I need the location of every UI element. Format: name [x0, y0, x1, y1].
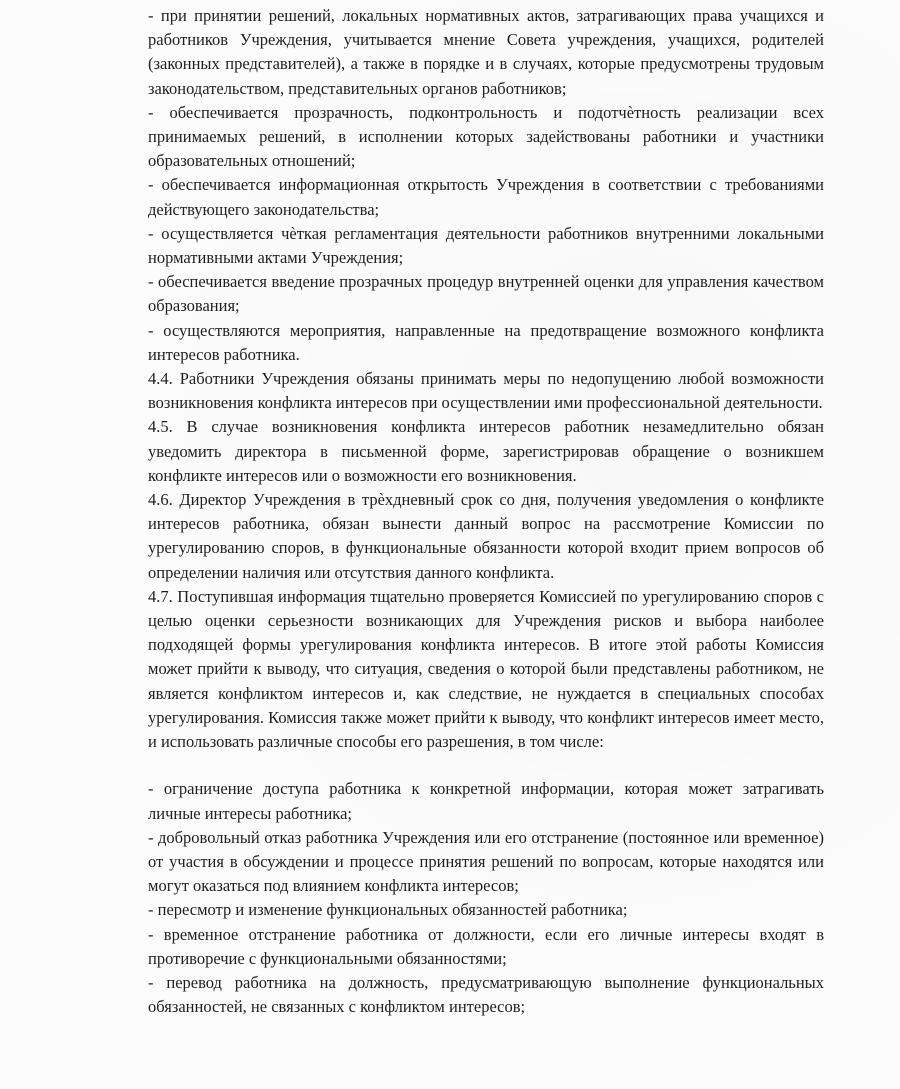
paragraph-prevention-measures: - осуществляются мероприятия, направленные на предотвращение возможного конфликта интересов работника. — [148, 320, 824, 364]
paragraph-voluntary-refusal: - добровольный отказ работника Учреждения или его отстранение (постоянное или временное) от участия в обсуждении и процессе принятия решений по вопросам, которые находятся или могут оказаться под влиянием конфликта интересов; — [148, 827, 824, 896]
paragraph-temporary-removal: - временное отстранение работника от должности, если его личные интересы входят в противоречие с функциональными обязанностями; — [148, 924, 824, 968]
paragraph-information-openness: - обеспечивается информационная открытость Учреждения в соответствии с требованиями действующего законодательства; — [148, 175, 824, 219]
clause-4-5: 4.5. В случае возникновения конфликта интересов работник незамедлительно обязан уведомить директора в письменной форме, зарегистрировав обращение о возникшем конфликте интересов или о возможности его возникновения. — [148, 417, 824, 485]
clause-4-4: 4.4. Работники Учреждения обязаны принимать меры по недопущению любой возможности возникновения конфликта интересов при осуществлении ими профессиональной деятельности. — [148, 369, 824, 413]
paragraph-restrict-access: - ограничение доступа работника к конкретной информации, которая может затрагивать личные интересы работника; — [148, 779, 824, 823]
paragraph-transparency: - обеспечивается прозрачность, подконтрольность и подотчѐтность реализации всех принимаемых решений, в исполнении которых задействованы работники и участники образовательных отношений; — [148, 102, 824, 171]
paragraph-revise-duties: - пересмотр и изменение функциональных обязанностей работника; — [148, 900, 628, 920]
clause-4-6: 4.6. Директор Учреждения в трѐхдневный срок со дня, получения уведомления о конфликте интересов работника, обязан вынести данный вопрос на рассмотрение Комиссии по урегулированию споров, в функциональные обязанности которой входит прием вопросов об определении наличия или отсутствия данного конфликта. — [148, 490, 824, 582]
paragraph-transfer: - перевод работника на должность, предусматривающую выполнение функциональных обязанностей, не связанных с конфликтом интересов; — [148, 972, 824, 1017]
clause-4-7: 4.7. Поступившая информация тщательно проверяется Комиссией по урегулированию споров с целью оценки серьезности возникающих для Учреждения рисков и выбора наиболее подходящей формы урегулирования конфликта интересов. В итоге этой работы Комиссия может прийти к выводу, что ситуация, сведения о которой были представлены работником, не является конфликтом интересов и, как следствие, не нуждается в специальных способах урегулирования. Комиссия также может прийти к выводу, что конфликт интересов имеет место, и использовать различные способы его разрешения, в том числе: — [148, 586, 824, 752]
paragraph-internal-assessment: - обеспечивается введение прозрачных процедур внутренней оценки для управления качеством образования; — [148, 272, 824, 316]
paragraph-decision-making: - при принятии решений, локальных нормативных актов, затрагивающих права учащихся и работников Учреждения, учитывается мнение Совета учреждения, учащихся, родителей (законных представителей), а также в порядке и в случаях, которые предусмотрены трудовым законодательством, представительных органов работников; — [148, 6, 824, 98]
document-body — [148, 4, 824, 1019]
paragraph-regulation: - осуществляется чѐткая регламентация деятельности работников внутренними локальными нормативными актами Учреждения; — [148, 223, 824, 268]
